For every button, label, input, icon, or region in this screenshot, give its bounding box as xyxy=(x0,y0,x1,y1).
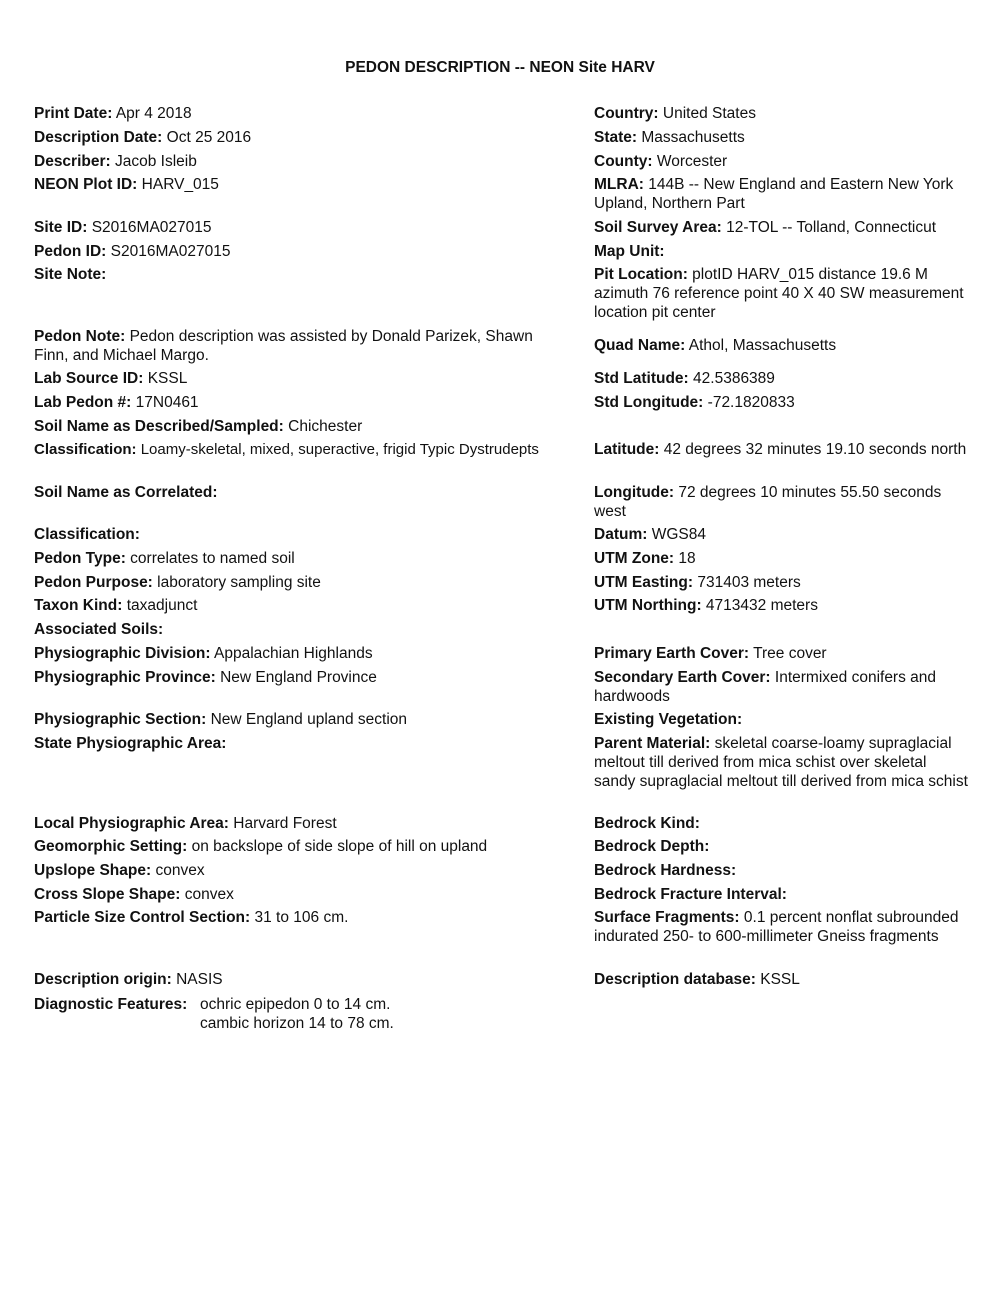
field-label: Classification: xyxy=(34,441,137,458)
field-label: Local Physiographic Area: xyxy=(34,815,229,832)
upslope-shape-field xyxy=(34,861,590,880)
field-label: Bedrock Fracture Interval: xyxy=(594,886,787,903)
field-label: Soil Name as Described/Sampled: xyxy=(34,418,284,435)
pit-location-field xyxy=(594,265,970,322)
field-value: 0.1 percent nonflat subrounded indurated 250- to 600-millimeter Gneiss fragments xyxy=(594,909,959,945)
lab-pedon-field xyxy=(34,393,590,412)
pedon-id-field xyxy=(34,242,590,261)
field-label: Existing Vegetation: xyxy=(594,711,743,728)
field-label: Geomorphic Setting: xyxy=(34,838,188,855)
mlra-field xyxy=(594,175,970,213)
field-label: Lab Pedon #: xyxy=(34,394,132,411)
bedrock-hardness-field xyxy=(594,861,970,880)
existing-vegetation-field xyxy=(594,710,970,729)
map-unit-field xyxy=(594,242,970,261)
field-value: 42.5386389 xyxy=(693,370,775,387)
associated-soils-field xyxy=(34,620,590,639)
diagnostic-features-list xyxy=(200,995,394,1033)
describer-field xyxy=(34,152,590,171)
field-value: S2016MA027015 xyxy=(110,243,231,260)
pedon-purpose-field xyxy=(34,573,590,592)
field-value: KSSL xyxy=(760,971,800,988)
field-label: NEON Plot ID: xyxy=(34,176,138,193)
classification-correlated-field xyxy=(34,525,590,544)
field-label: MLRA: xyxy=(594,176,644,193)
field-label: UTM Northing: xyxy=(594,597,702,614)
surface-fragments-field xyxy=(594,908,970,946)
field-label: Bedrock Depth: xyxy=(594,838,710,855)
field-label: Print Date: xyxy=(34,105,113,122)
field-label: Pedon Note: xyxy=(34,328,126,345)
print-date-field xyxy=(34,104,590,123)
field-label: Bedrock Kind: xyxy=(594,815,700,832)
field-label: Site ID: xyxy=(34,219,88,236)
field-value: plotID HARV_015 distance 19.6 M azimuth 76 reference point 40 X 40 SW measurement location pit center xyxy=(594,266,964,321)
lab-source-id-field xyxy=(34,369,590,388)
field-label: State Physiographic Area: xyxy=(34,735,227,752)
field-value: 144B -- New England and Eastern New York Upland, Northern Part xyxy=(594,176,954,212)
field-label: Lab Source ID: xyxy=(34,370,144,387)
utm-easting-field xyxy=(594,573,970,592)
cross-slope-shape-field xyxy=(34,885,590,904)
field-label: Description Date: xyxy=(34,129,163,146)
field-label: Pedon Purpose: xyxy=(34,574,153,591)
field-label: Std Latitude: xyxy=(594,370,689,387)
field-value: 72 degrees 10 minutes 55.50 seconds west xyxy=(594,484,942,520)
state-field xyxy=(594,128,970,147)
field-value: HARV_015 xyxy=(141,176,219,193)
field-value: 42 degrees 32 minutes 19.10 seconds north xyxy=(663,441,967,458)
neon-plot-id-field xyxy=(34,175,590,194)
field-value: Pedon description was assisted by Donald Parizek, Shawn Finn, and Michael Margo. xyxy=(34,328,533,364)
physiographic-division-field xyxy=(34,644,590,663)
field-label: UTM Easting: xyxy=(594,574,694,591)
state-physiographic-area-field xyxy=(34,734,590,753)
field-value: skeletal coarse-loamy supraglacial meltout till derived from mica schist over skeletal sandy supraglacial meltout till derived from mica schist xyxy=(594,735,968,790)
field-label: Country: xyxy=(594,105,659,122)
field-label: Particle Size Control Section: xyxy=(34,909,251,926)
field-label: State: xyxy=(594,129,638,146)
bedrock-depth-field xyxy=(594,837,970,856)
field-value: correlates to named soil xyxy=(130,550,295,567)
field-value: Loamy-skeletal, mixed, superactive, frigid Typic Dystrudepts xyxy=(140,441,539,458)
field-value: 4713432 meters xyxy=(705,597,818,614)
field-label: Physiographic Province: xyxy=(34,669,216,686)
field-label: Physiographic Section: xyxy=(34,711,207,728)
field-value: 731403 meters xyxy=(697,574,801,591)
field-value: laboratory sampling site xyxy=(157,574,321,591)
field-value: Chichester xyxy=(288,418,363,435)
utm-northing-field xyxy=(594,596,970,615)
field-value: Oct 25 2016 xyxy=(166,129,252,146)
taxon-kind-field xyxy=(34,596,590,615)
field-value: taxadjunct xyxy=(126,597,198,614)
longitude-field xyxy=(594,483,970,521)
field-label: Map Unit: xyxy=(594,243,665,260)
datum-field xyxy=(594,525,970,544)
field-label: Longitude: xyxy=(594,484,675,501)
field-label: Quad Name: xyxy=(594,337,686,354)
field-value: on backslope of side slope of hill on upland xyxy=(191,838,488,855)
geomorphic-setting-field xyxy=(34,837,590,856)
pedon-type-field xyxy=(34,549,590,568)
field-value: Intermixed conifers and hardwoods xyxy=(594,669,937,705)
county-field xyxy=(594,152,970,171)
secondary-earth-cover-field xyxy=(594,668,970,706)
diagnostic-features-label: Diagnostic Features: xyxy=(34,996,188,1013)
field-value: United States xyxy=(662,105,756,122)
primary-earth-cover-field xyxy=(594,644,970,663)
field-label: Upslope Shape: xyxy=(34,862,152,879)
field-label: Description database: xyxy=(594,971,756,988)
field-label: Pedon Type: xyxy=(34,550,126,567)
field-label: Pit Location: xyxy=(594,266,688,283)
field-value: 31 to 106 cm. xyxy=(254,909,349,926)
field-label: Secondary Earth Cover: xyxy=(594,669,771,686)
field-label: Latitude: xyxy=(594,441,660,458)
field-value: Jacob Isleib xyxy=(115,153,197,170)
field-value: Apr 4 2018 xyxy=(115,105,192,122)
field-value: -72.1820833 xyxy=(707,394,795,411)
description-database-field xyxy=(594,970,970,989)
quad-name-field xyxy=(594,336,970,355)
field-label: Associated Soils: xyxy=(34,621,164,638)
field-value: Appalachian Highlands xyxy=(214,645,373,662)
bedrock-kind-field xyxy=(594,814,970,833)
field-value: 12-TOL -- Tolland, Connecticut xyxy=(726,219,937,236)
field-value: Athol, Massachusetts xyxy=(688,337,837,354)
country-field xyxy=(594,104,970,123)
latitude-field xyxy=(594,440,970,459)
field-label: County: xyxy=(594,153,653,170)
field-value: New England Province xyxy=(220,669,377,686)
field-label: Physiographic Division: xyxy=(34,645,211,662)
field-label: Taxon Kind: xyxy=(34,597,123,614)
description-date-field xyxy=(34,128,590,147)
physiographic-province-field xyxy=(34,668,590,687)
field-label: Parent Material: xyxy=(594,735,711,752)
field-label: Std Longitude: xyxy=(594,394,704,411)
physiographic-section-field xyxy=(34,710,590,729)
field-value: WGS84 xyxy=(651,526,706,543)
field-value: KSSL xyxy=(147,370,188,387)
field-label: Datum: xyxy=(594,526,648,543)
field-value: 17N0461 xyxy=(135,394,199,411)
field-label: Soil Name as Correlated: xyxy=(34,484,218,501)
local-physiographic-area-field xyxy=(34,814,590,833)
utm-zone-field xyxy=(594,549,970,568)
field-value: New England upland section xyxy=(210,711,408,728)
field-value: Tree cover xyxy=(753,645,827,662)
field-value: NASIS xyxy=(176,971,223,988)
field-label: Describer: xyxy=(34,153,111,170)
field-label: Site Note: xyxy=(34,266,107,283)
field-label: Cross Slope Shape: xyxy=(34,886,181,903)
field-label: Pedon ID: xyxy=(34,243,107,260)
soil-name-described-field xyxy=(34,417,590,436)
field-value: convex xyxy=(184,886,234,903)
site-id-field xyxy=(34,218,590,237)
site-note-field xyxy=(34,265,590,284)
field-label: Bedrock Hardness: xyxy=(594,862,737,879)
parent-material-field xyxy=(594,734,970,791)
diagnostic-feature-item: cambic horizon 14 to 78 cm. xyxy=(200,1015,394,1032)
std-longitude-field xyxy=(594,393,970,412)
field-label: Primary Earth Cover: xyxy=(594,645,750,662)
field-value: Worcester xyxy=(656,153,728,170)
soil-survey-area-field xyxy=(594,218,970,237)
field-label: Soil Survey Area: xyxy=(594,219,722,236)
pedon-note-field xyxy=(34,327,564,365)
field-label: Description origin: xyxy=(34,971,172,988)
field-label: UTM Zone: xyxy=(594,550,675,567)
field-value: 18 xyxy=(678,550,696,567)
field-value: convex xyxy=(155,862,205,879)
classification-field xyxy=(34,440,590,459)
field-value: Massachusetts xyxy=(641,129,745,146)
particle-size-control-section-field xyxy=(34,908,590,927)
description-origin-field xyxy=(34,970,590,989)
field-value: S2016MA027015 xyxy=(91,219,212,236)
bedrock-fracture-interval-field xyxy=(594,885,970,904)
field-value: Harvard Forest xyxy=(233,815,337,832)
soil-name-correlated-field xyxy=(34,483,590,502)
std-latitude-field xyxy=(594,369,970,388)
diagnostic-feature-item: ochric epipedon 0 to 14 cm. xyxy=(200,996,391,1013)
field-label: Surface Fragments: xyxy=(594,909,740,926)
field-label: Classification: xyxy=(34,526,140,543)
page-title: PEDON DESCRIPTION -- NEON Site HARV xyxy=(345,59,655,76)
